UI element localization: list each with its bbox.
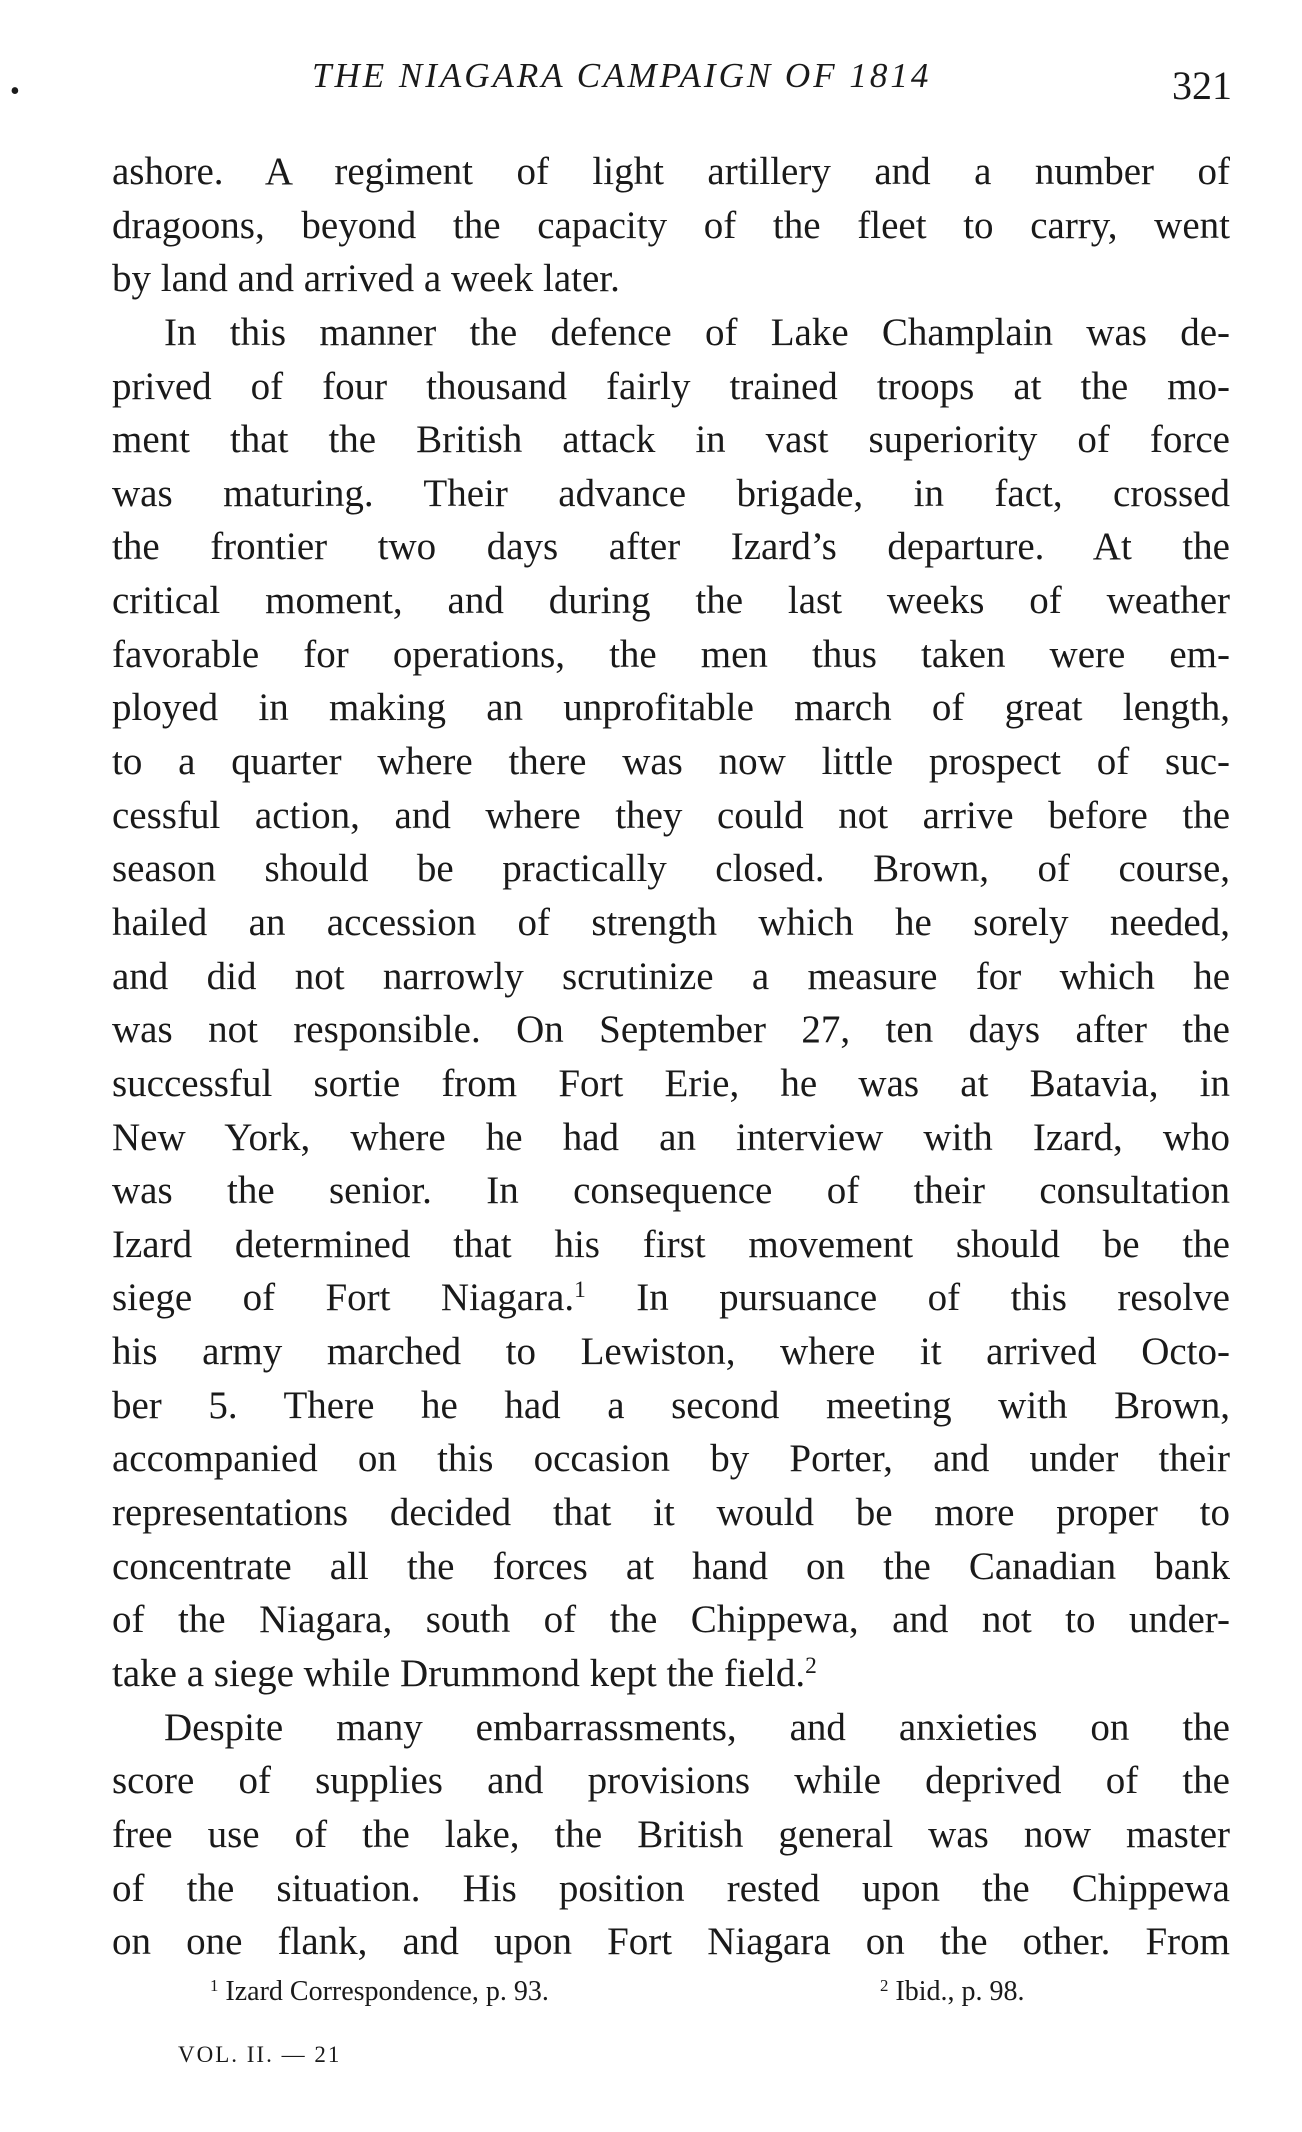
text-segment: In pursuance of this resolve — [585, 1276, 1230, 1320]
text-line: favorable for operations, the men thus taken were em- — [112, 632, 1230, 676]
text-line: score of supplies and provisions while deprived of the — [112, 1759, 1230, 1803]
text-line — [112, 1647, 1230, 1701]
footnote-2 — [880, 1975, 1025, 2007]
footnote-text: Ibid., p. 98. — [895, 1976, 1025, 2007]
margin-dot: • — [10, 76, 20, 107]
text-line: free use of the lake, the British general was now master — [112, 1812, 1230, 1856]
text-line: In this manner the defence of Lake Champlain was de- — [164, 310, 1230, 354]
text-line: representations decided that it would be more proper to — [112, 1491, 1230, 1535]
text-line: his army marched to Lewiston, where it arrived Octo- — [112, 1330, 1230, 1374]
text-line: was maturing. Their advance brigade, in fact, crossed — [112, 471, 1230, 515]
footnote-1 — [210, 1975, 549, 2007]
text-line: on one flank, and upon Fort Niagara on the other. From — [112, 1920, 1230, 1964]
text-line: critical moment, and during the last weeks of weather — [112, 579, 1230, 623]
text-line: concentrate all the forces at hand on the Canadian bank — [112, 1544, 1230, 1588]
text-line: ber 5. There he had a second meeting with Brown, — [112, 1383, 1230, 1427]
text-line: Despite many embarrassments, and anxieties on the — [164, 1705, 1230, 1749]
text-line: by land and arrived a week later. — [112, 257, 620, 301]
text-segment: siege of Fort Niagara. — [112, 1276, 575, 1320]
text-line: and did not narrowly scrutinize a measure for which he — [112, 954, 1230, 998]
footnote-mark: 2 — [880, 1975, 889, 1995]
text-line: of the situation. His position rested upon the Chippewa — [112, 1866, 1230, 1910]
text-line: successful sortie from Fort Erie, he was at Batavia, in — [112, 1061, 1230, 1105]
text-line — [112, 1271, 1230, 1325]
text-line: ashore. A regiment of light artillery and a number of — [112, 150, 1230, 193]
text-line: cessful action, and where they could not arrive before the — [112, 793, 1230, 837]
text-line: was the senior. In consequence of their consultation — [112, 1169, 1230, 1213]
text-line: prived of four thousand fairly trained troops at the mo- — [112, 364, 1230, 408]
text-segment: take a siege while Drummond kept the field. — [112, 1651, 806, 1695]
text-line: ment that the British attack in vast superiority of force — [112, 418, 1230, 462]
text-line: of the Niagara, south of the Chippewa, and not to under- — [112, 1598, 1230, 1642]
text-line: New York, where he had an interview with Izard, who — [112, 1115, 1230, 1159]
footnote-mark: 1 — [210, 1975, 219, 1995]
footnote-ref-2: 2 — [805, 1653, 817, 1680]
running-head: THE NIAGARA CAMPAIGN OF 1814 — [312, 56, 932, 95]
body-text — [112, 145, 1230, 1969]
text-line: to a quarter where there was now little prospect of suc- — [112, 740, 1230, 784]
text-line: the frontier two days after Izard’s departure. At the — [112, 525, 1230, 569]
text-line: dragoons, beyond the capacity of the fleet to carry, went — [112, 203, 1230, 247]
text-line: Izard determined that his first movement should be the — [112, 1222, 1230, 1266]
text-line: season should be practically closed. Brown, of course, — [112, 847, 1230, 891]
text-line: was not responsible. On September 27, ten days after the — [112, 1008, 1230, 1052]
text-line: accompanied on this occasion by Porter, and under their — [112, 1437, 1230, 1481]
signature-mark: VOL. II. — 21 — [178, 2042, 342, 2067]
footnote-ref-1: 1 — [574, 1277, 586, 1304]
footnote-text: Izard Correspondence, p. 93. — [225, 1976, 549, 2007]
text-line: hailed an accession of strength which he sorely needed, — [112, 900, 1230, 944]
page-number: 321 — [1172, 63, 1232, 108]
text-line: ployed in making an unprofitable march of great length, — [112, 686, 1230, 730]
